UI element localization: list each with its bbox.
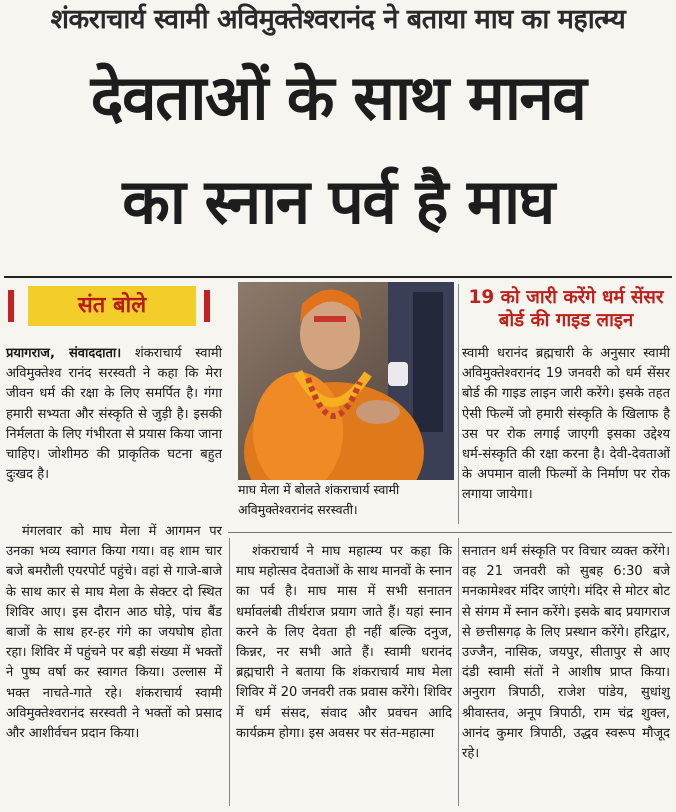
photo-caption: माघ मेला में बोलते शंकराचार्य स्वामी अविमुक्तेश्वरानंद सरस्वती।: [238, 482, 400, 517]
article-col1-bottom: मंगलवार को माघ मेला में आगमन पर उनका भव्य स्वागत किया गया। वह शाम चार बजे बमरौली एयरपोर्ट पहुंचे। वहां से गाजे-बाजे के साथ कार से माघ मेला के सेक्टर दो स्थित शिविर आए। इस दौरान आठ घोड़े, पांच बैंड बाजों के साथ हर-हर गंगे का जयघोष होता रहा। शिविर में पहुंचने पर बड़ी संख्या में भक्तों ने पुष्प वर्षा कर स्वागत किया। उल्लास में भक्त नाचते-गाते रहे। शंकराचार्य स्वामी अविमुक्तेश्वरानंद सरस्वती ने भक्तों को प्रसाद और आशीर्वचन प्रदान किया।: [6, 524, 222, 742]
headline-line-2: का स्नान पर्व है माघ: [122, 165, 554, 238]
headline-divider: [4, 276, 672, 278]
sidebar-title: 19 को जारी करेंगे धर्म सेंसर बोर्ड की गाइड लाइन: [468, 287, 664, 331]
dateline: प्रयागराज, संवाददाता।: [6, 346, 122, 361]
kicker-subheadline: शंकराचार्य स्वामी अविमुक्तेश्वरानंद ने बताया माघ का महात्म्य: [50, 4, 626, 35]
headline-line-1: देवताओं के साथ मानव: [90, 61, 586, 134]
sidebar-divider: [458, 284, 459, 524]
sidebar-text: स्वामी धरानंद ब्रह्मचारी के अनुसार स्वामी अविमुक्तेश्वरानंद 19 जनवरी को धर्म सेंसर बोर्ड की गाइड लाइन जारी करेंगे। इसके तहत ऐसी फिल्में जो हमारी संस्कृति के खिलाफ है उस पर रोक लगाई जाएगी इसका उद्देश्य धर्म-संस्कृति की रक्षा करना है। देवी-देवताओं के अपमान वाली फिल्मों के निर्माण पर रोक लगाया जायेगा।: [462, 346, 670, 503]
shankaracharya-photo: [238, 282, 454, 480]
sant-bole-banner: [8, 286, 216, 326]
column-divider-2: [458, 538, 459, 806]
lead-paragraph: शंकराचार्य स्वामी अविमुक्तेश्व रानंद सरस्वती ने कहा कि मेरा जीवन धर्म की रक्षा के लिए समर्पित है। गंगा हमारी सभ्यता और संस्कृति से जुड़ी है। इसकी निर्मलता के लिए गंभीरता से प्रयास किया जाना चाहिए। जोशीमठ की प्राकृतिक घटना बहुत दुःखद है।: [6, 346, 222, 483]
column-divider-1: [229, 538, 230, 806]
banner-label: संत बोले: [28, 286, 196, 326]
section-divider: [228, 532, 672, 533]
banner-right-bar: [204, 290, 210, 322]
photo-illustration: [238, 282, 454, 480]
banner-left-bar: [8, 290, 14, 322]
article-col1-top: [6, 344, 222, 485]
article-col3: सनातन धर्म संस्कृति पर विचार व्यक्त करेंगे। वह 21 जनवरी को सुबह 6:30 बजे मनकामेश्वर मंदिर जाएंगे। मंदिर से मोटर बोट से संगम में स्नान करेंगे। इसके बाद प्रयागराज से छत्तीसगढ़ के लिए प्रस्थान करेंगे। हरिद्वार, उज्जैन, नासिक, जयपुर, सीतापुर से आए दंडी स्वामी संतों ने आशीष प्राप्त किया। अनुराग त्रिपाठी, राजेश पांडेय, सुधांशु श्रीवास्तव, अनूप त्रिपाठी, राम चंद्र शुक्ल, आनंद कुमार त्रिपाठी, उद्धव स्वरूप मौजूद रहे।: [462, 544, 670, 762]
article-col2: शंकराचार्य ने माघ महात्म्य पर कहा कि माघ महोत्सव देवताओं के साथ मानवों के स्नान का पर्व है। माघ मास में सभी सनातन धर्मावलंबी तीर्थराज प्रयाग जाते हैं। यहां स्नान करने के लिए देवता ही नहीं बल्कि दनुज, किन्नर, नर सभी आते हैं। स्वामी धरानंद ब्रह्मचारी ने बताया कि शंकराचार्य माघ मेला शिविर में 20 जनवरी तक प्रवास करेंगे। शिविर में धर्म संसद, संवाद और प्रवचन आदि कार्यक्रम होगा। इस अवसर पर संत-महात्मा: [236, 544, 452, 741]
